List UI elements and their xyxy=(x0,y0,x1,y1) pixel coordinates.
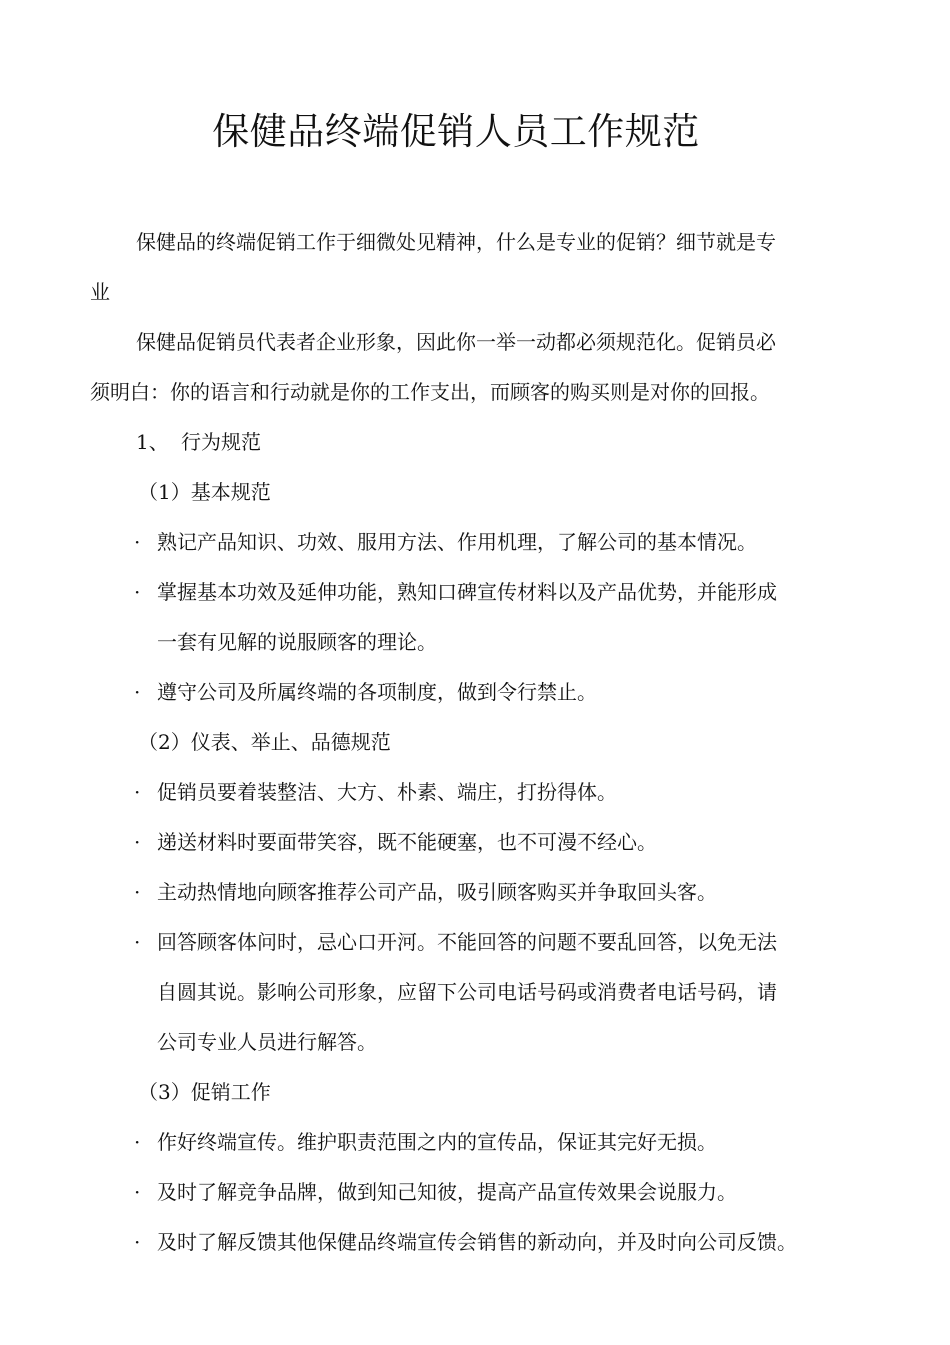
bullet-marker: · xyxy=(134,780,141,804)
list-item: 促销员要着装整洁、大方、朴素、端庄，打扮得体。 xyxy=(157,780,617,804)
list-item: 遵守公司及所属终端的各项制度，做到令行禁止。 xyxy=(157,680,597,704)
list-item-continuation: 一套有见解的说服顾客的理论。 xyxy=(157,630,437,654)
list-item: 熟记产品知识、功效、服用方法、作用机理，了解公司的基本情况。 xyxy=(157,530,757,554)
list-item: 主动热情地向顾客推荐公司产品，吸引顾客购买并争取回头客。 xyxy=(157,880,717,904)
intro-paragraph-2-line-2: 须明白：你的语言和行动就是你的工作支出，而顾客的购买则是对你的回报。 xyxy=(90,380,770,404)
bullet-marker: · xyxy=(134,830,141,854)
subsection-2-heading: （2）仪表、举止、品德规范 xyxy=(138,730,391,754)
bullet-marker: · xyxy=(134,1180,141,1204)
list-item: 及时了解反馈其他保健品终端宣传会销售的新动向，并及时向公司反馈。 xyxy=(157,1230,797,1254)
intro-paragraph-1-line-2: 业 xyxy=(90,280,110,304)
list-item-continuation: 自圆其说。影响公司形象，应留下公司电话号码或消费者电话号码，请 xyxy=(157,980,777,1004)
bullet-marker: · xyxy=(134,680,141,704)
bullet-marker: · xyxy=(134,530,141,554)
intro-paragraph-1-line-1: 保健品的终端促销工作于细微处见精神，什么是专业的促销？细节就是专 xyxy=(136,230,776,254)
list-item: 回答顾客体问时，忌心口开河。不能回答的问题不要乱回答，以免无法 xyxy=(157,930,777,954)
bullet-marker: · xyxy=(134,1230,141,1254)
bullet-marker: · xyxy=(134,1130,141,1154)
bullet-marker: · xyxy=(134,930,141,954)
intro-paragraph-2-line-1: 保健品促销员代表者企业形象，因此你一举一动都必须规范化。促销员必 xyxy=(136,330,776,354)
list-item: 作好终端宣传。维护职责范围之内的宣传品，保证其完好无损。 xyxy=(157,1130,717,1154)
list-item-continuation: 公司专业人员进行解答。 xyxy=(157,1030,377,1054)
document-title: 保健品终端促销人员工作规范 xyxy=(212,110,700,153)
section-1-title: 行为规范 xyxy=(181,430,261,454)
bullet-marker: · xyxy=(134,580,141,604)
subsection-1-heading: （1）基本规范 xyxy=(138,480,271,504)
section-1-number: 1、 xyxy=(136,430,169,454)
list-item: 及时了解竞争品牌，做到知己知彼，提高产品宣传效果会说服力。 xyxy=(157,1180,737,1204)
subsection-3-heading: （3）促销工作 xyxy=(138,1080,271,1104)
list-item: 掌握基本功效及延伸功能，熟知口碑宣传材料以及产品优势，并能形成 xyxy=(157,580,777,604)
list-item: 递送材料时要面带笑容，既不能硬塞，也不可漫不经心。 xyxy=(157,830,657,854)
bullet-marker: · xyxy=(134,880,141,904)
